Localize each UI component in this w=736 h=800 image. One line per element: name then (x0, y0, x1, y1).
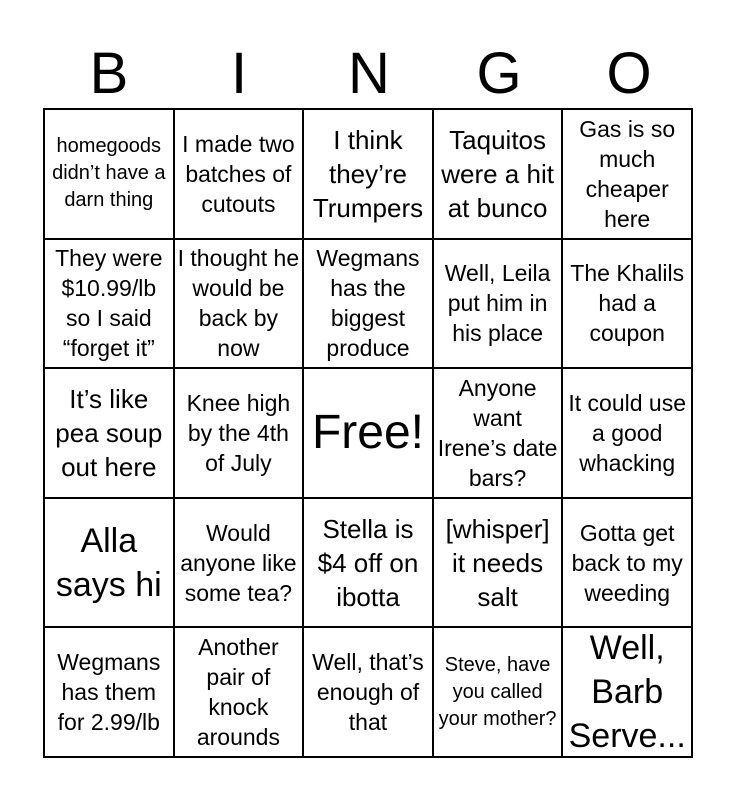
bingo-cell[interactable] (563, 499, 693, 629)
bingo-cell[interactable] (45, 240, 175, 370)
bingo-header (44, 40, 694, 108)
cell-text: I thought he would be back by now (177, 245, 300, 362)
cell-text: Anyone want Irene’s date bars? (437, 374, 558, 491)
cell-text: Alla says hi (55, 521, 162, 604)
cell-text: Gotta get back to my weeding (571, 519, 683, 606)
cell-text: Taquitos were a hit at bunco (441, 124, 554, 223)
free-space-cell[interactable] (304, 369, 434, 499)
bingo-cell[interactable] (45, 110, 175, 240)
bingo-cell[interactable] (563, 369, 693, 499)
bingo-cell[interactable] (175, 628, 305, 758)
cell-text: Steve, have you called your mother? (438, 653, 557, 730)
header-letter-b: B (89, 41, 129, 106)
bingo-cell[interactable] (304, 110, 434, 240)
cell-text: Another pair of knock arounds (196, 634, 280, 751)
cell-text: Wegmans has the biggest produce (316, 245, 420, 362)
cell-text: It’s like pea soup out here (55, 383, 163, 482)
bingo-cell[interactable] (175, 110, 305, 240)
bingo-cell[interactable] (434, 240, 564, 370)
cell-text: Well, that’s enough of that (312, 649, 424, 736)
cell-text: [whisper] it needs salt (445, 513, 550, 612)
bingo-cell[interactable] (175, 369, 305, 499)
bingo-cell[interactable] (45, 499, 175, 629)
cell-text: Wegmans has them for 2.99/lb (57, 649, 161, 736)
bingo-cell[interactable] (304, 240, 434, 370)
header-letter-g: G (476, 41, 522, 106)
cell-text: Knee high by the 4th of July (186, 389, 291, 476)
cell-text: The Khalils had a coupon (570, 260, 685, 347)
bingo-cell[interactable] (434, 499, 564, 629)
cell-text: Gas is so much cheaper here (579, 115, 676, 232)
bingo-cell[interactable] (563, 110, 693, 240)
cell-text: Would anyone like some tea? (180, 519, 297, 606)
cell-text: I made two batches of cutouts (182, 130, 295, 217)
cell-text: Well, Leila put him in his place (444, 260, 551, 347)
bingo-cell[interactable] (434, 369, 564, 499)
bingo-cell[interactable] (304, 499, 434, 629)
cell-text: Stella is $4 off on ibotta (317, 513, 419, 612)
bingo-cell[interactable] (563, 240, 693, 370)
bingo-cell[interactable] (45, 369, 175, 499)
header-letter-o: O (606, 41, 652, 106)
bingo-cell[interactable] (304, 628, 434, 758)
bingo-card-grid (43, 108, 693, 758)
cell-text: homegoods didn’t have a darn thing (52, 135, 166, 212)
bingo-cell[interactable] (175, 240, 305, 370)
cell-text: It could use a good whacking (568, 389, 687, 476)
bingo-cell[interactable] (175, 499, 305, 629)
bingo-cell[interactable] (434, 110, 564, 240)
bingo-cell[interactable] (563, 628, 693, 758)
bingo-cell[interactable] (45, 628, 175, 758)
cell-text: They were $10.99/lb so I said “forget it” (55, 245, 163, 362)
cell-text: Free! (311, 405, 424, 459)
cell-text: Well, Barb Serve... (568, 629, 686, 756)
bingo-cell[interactable] (434, 628, 564, 758)
cell-text: I think they’re Trumpers (312, 124, 424, 223)
header-letter-n: N (348, 41, 390, 106)
header-letter-i: I (230, 41, 248, 106)
